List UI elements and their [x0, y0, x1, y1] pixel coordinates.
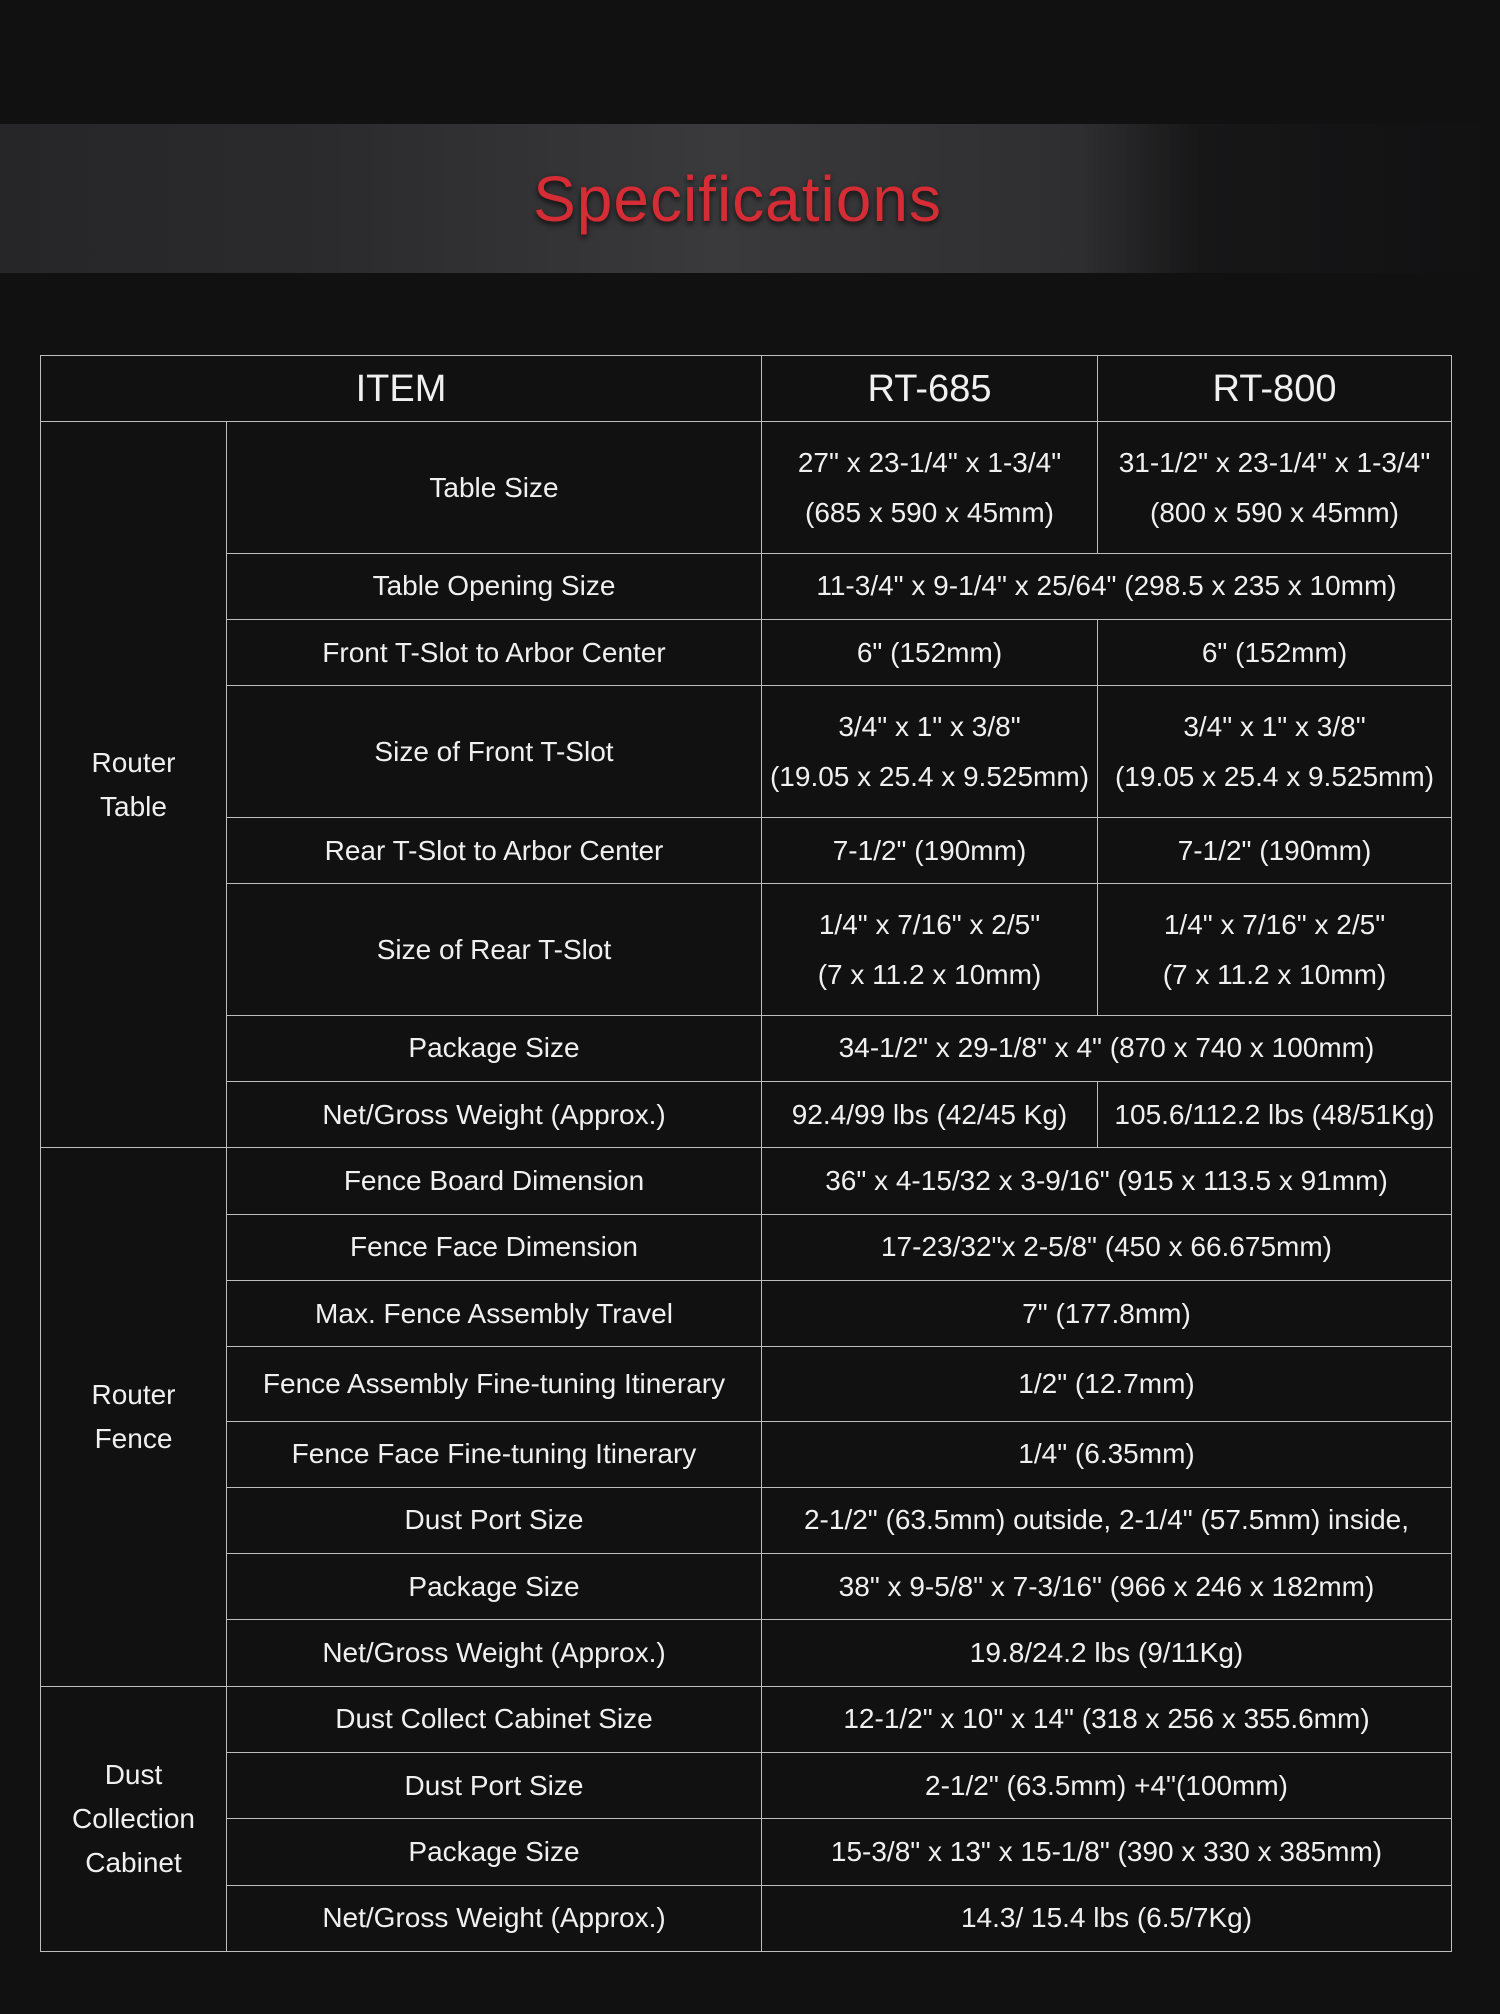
value-shared: 38" x 9-5/8" x 7-3/16" (966 x 246 x 182mm)	[762, 1554, 1452, 1620]
value-shared: 2-1/2" (63.5mm) outside, 2-1/4" (57.5mm) inside,	[762, 1487, 1452, 1553]
value-line: (7 x 11.2 x 10mm)	[817, 958, 1042, 990]
table-header-row	[41, 356, 1452, 422]
table-row	[41, 620, 1452, 686]
table-row	[41, 1819, 1452, 1885]
table-row	[41, 553, 1452, 619]
value-line: 31-1/2" x 23-1/4" x 1-3/4"	[1118, 446, 1431, 478]
row-label: Table Size	[227, 422, 762, 554]
value-line: 3/4" x 1" x 3/8"	[838, 710, 1021, 742]
value-shared: 1/4" (6.35mm)	[762, 1421, 1452, 1487]
table-row	[41, 1347, 1452, 1421]
row-label: Rear T-Slot to Arbor Center	[227, 817, 762, 883]
specifications-table	[40, 355, 1452, 1952]
table-row	[41, 1280, 1452, 1346]
value-rt800: 7-1/2" (190mm)	[1098, 817, 1452, 883]
value-shared: 36" x 4-15/32 x 3-9/16" (915 x 113.5 x 91mm)	[762, 1148, 1452, 1214]
group-label: Cabinet	[85, 1846, 182, 1878]
value-line: (7 x 11.2 x 10mm)	[1162, 958, 1387, 990]
value-shared: 1/2" (12.7mm)	[762, 1347, 1452, 1421]
group-router-fence	[41, 1148, 227, 1686]
table-row	[41, 1487, 1452, 1553]
table-row	[41, 1214, 1452, 1280]
table-row	[41, 1421, 1452, 1487]
group-label: Collection	[72, 1802, 195, 1834]
page-title: Specifications	[533, 162, 942, 235]
row-label: Fence Assembly Fine-tuning Itinerary	[227, 1347, 762, 1421]
row-label: Package Size	[227, 1015, 762, 1081]
value-rt685	[762, 686, 1098, 818]
value-rt685: 6" (152mm)	[762, 620, 1098, 686]
value-shared: 14.3/ 15.4 lbs (6.5/7Kg)	[762, 1885, 1452, 1952]
table-row	[41, 686, 1452, 818]
row-label: Size of Front T-Slot	[227, 686, 762, 818]
value-rt685	[762, 422, 1098, 554]
row-label: Net/Gross Weight (Approx.)	[227, 1082, 762, 1148]
group-label: Fence	[94, 1423, 173, 1455]
group-dust-collection-cabinet	[41, 1686, 227, 1951]
row-label: Dust Port Size	[227, 1752, 762, 1818]
value-line: (685 x 590 x 45mm)	[805, 496, 1054, 528]
value-line: (800 x 590 x 45mm)	[1150, 496, 1399, 528]
value-line: 1/4" x 7/16" x 2/5"	[1163, 908, 1386, 940]
row-label: Table Opening Size	[227, 553, 762, 619]
header-item: ITEM	[41, 356, 762, 422]
value-rt685	[762, 884, 1098, 1016]
value-line: (19.05 x 25.4 x 9.525mm)	[1114, 760, 1435, 792]
value-shared: 19.8/24.2 lbs (9/11Kg)	[762, 1620, 1452, 1686]
value-shared: 34-1/2" x 29-1/8" x 4" (870 x 740 x 100mm)	[762, 1015, 1452, 1081]
value-shared: 11-3/4" x 9-1/4" x 25/64" (298.5 x 235 x 10mm)	[762, 553, 1452, 619]
row-label: Dust Collect Cabinet Size	[227, 1686, 762, 1752]
value-shared: 12-1/2" x 10" x 14" (318 x 256 x 355.6mm)	[762, 1686, 1452, 1752]
table-row	[41, 1148, 1452, 1214]
table-row	[41, 1015, 1452, 1081]
header-model-rt800: RT-800	[1098, 356, 1452, 422]
table-row	[41, 1620, 1452, 1686]
table-row	[41, 1554, 1452, 1620]
value-rt800	[1098, 422, 1452, 554]
row-label: Package Size	[227, 1554, 762, 1620]
table-row	[41, 1752, 1452, 1818]
value-shared: 15-3/8" x 13" x 15-1/8" (390 x 330 x 385mm)	[762, 1819, 1452, 1885]
value-rt800: 6" (152mm)	[1098, 620, 1452, 686]
group-label: Table	[100, 790, 167, 822]
value-line: 27" x 23-1/4" x 1-3/4"	[797, 446, 1062, 478]
row-label: Package Size	[227, 1819, 762, 1885]
value-rt685: 92.4/99 lbs (42/45 Kg)	[762, 1082, 1098, 1148]
row-label: Max. Fence Assembly Travel	[227, 1280, 762, 1346]
group-label: Dust	[104, 1758, 163, 1790]
header-model-rt685: RT-685	[762, 356, 1098, 422]
group-label: Router	[91, 1379, 176, 1411]
row-label: Fence Face Fine-tuning Itinerary	[227, 1421, 762, 1487]
value-rt800	[1098, 884, 1452, 1016]
table-row	[41, 1082, 1452, 1148]
row-label: Dust Port Size	[227, 1487, 762, 1553]
value-rt800	[1098, 686, 1452, 818]
table-row	[41, 422, 1452, 554]
table-row	[41, 884, 1452, 1016]
value-shared: 7" (177.8mm)	[762, 1280, 1452, 1346]
value-line: 3/4" x 1" x 3/8"	[1183, 710, 1366, 742]
row-label: Fence Board Dimension	[227, 1148, 762, 1214]
table-row	[41, 817, 1452, 883]
value-line: 1/4" x 7/16" x 2/5"	[818, 908, 1041, 940]
row-label: Net/Gross Weight (Approx.)	[227, 1620, 762, 1686]
row-label: Size of Rear T-Slot	[227, 884, 762, 1016]
row-label: Front T-Slot to Arbor Center	[227, 620, 762, 686]
value-rt800: 105.6/112.2 lbs (48/51Kg)	[1098, 1082, 1452, 1148]
row-label: Net/Gross Weight (Approx.)	[227, 1885, 762, 1952]
table-row	[41, 1885, 1452, 1952]
table-row	[41, 1686, 1452, 1752]
value-shared: 2-1/2" (63.5mm) +4"(100mm)	[762, 1752, 1452, 1818]
group-label: Router	[91, 746, 176, 778]
group-router-table	[41, 422, 227, 1148]
value-line: (19.05 x 25.4 x 9.525mm)	[769, 760, 1090, 792]
value-shared: 17-23/32"x 2-5/8" (450 x 66.675mm)	[762, 1214, 1452, 1280]
row-label: Fence Face Dimension	[227, 1214, 762, 1280]
value-rt685: 7-1/2" (190mm)	[762, 817, 1098, 883]
